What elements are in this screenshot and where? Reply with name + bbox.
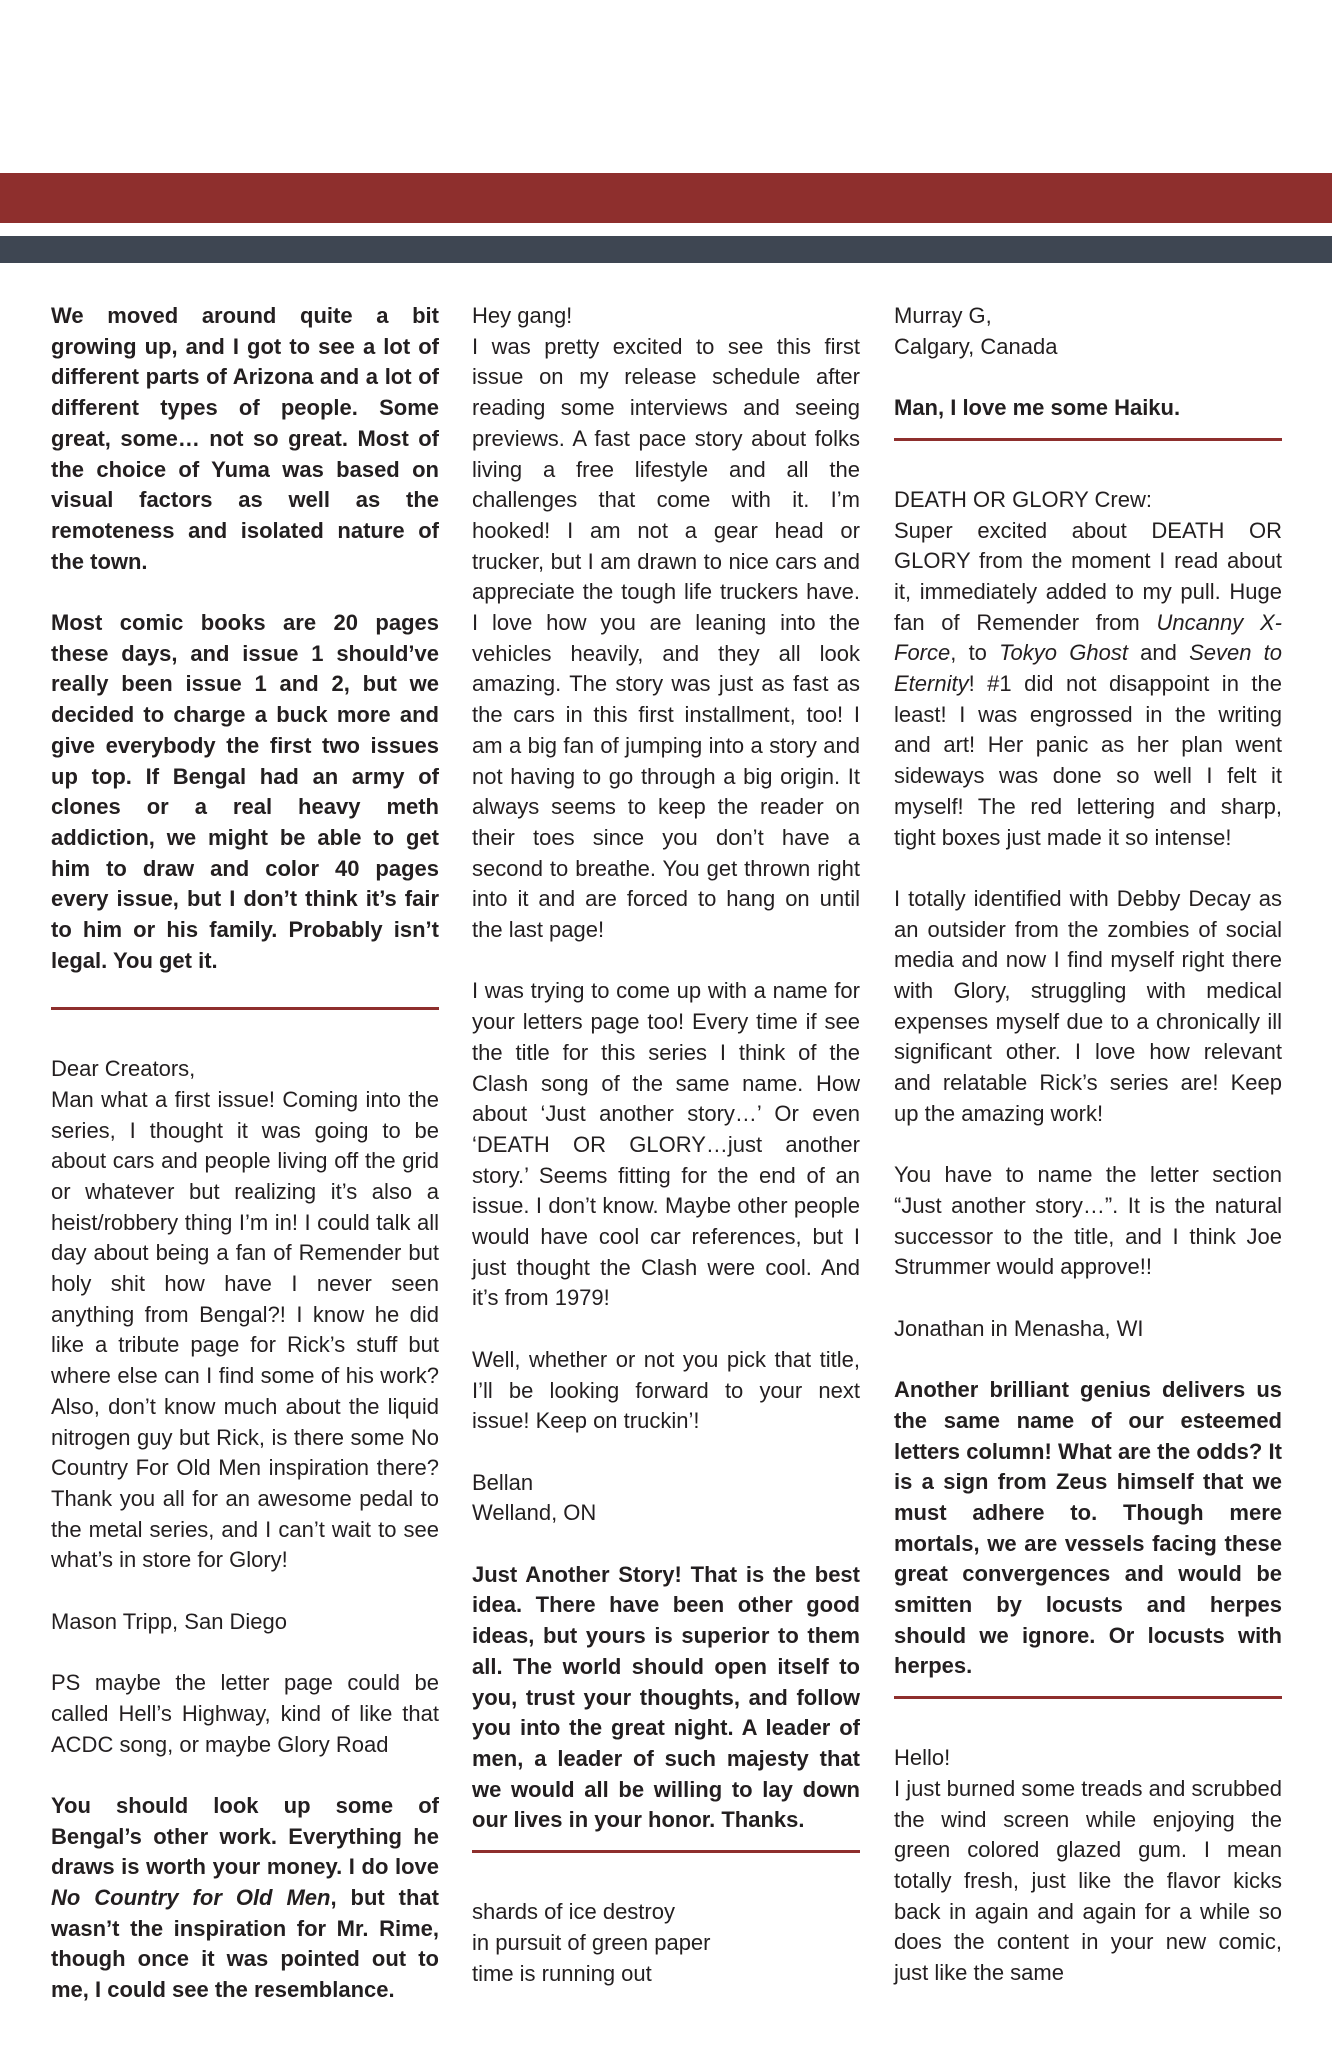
creator-reply: Just Another Story! That is the best idea. There have been other good ideas, but yours is superior to them all. The world should open itself to you, trust your thoughts, and follow you into the great night. A leader of men, a leader of such majesty that we would all be willing to lay down our lives in your honor. Thanks. xyxy=(472,1561,860,1833)
haiku-line: time is running out xyxy=(472,1960,652,1986)
letter-divider xyxy=(894,1696,1282,1699)
letter-body: Well, whether or not you pick that title, I’ll be looking forward to your next issue! Keep on truckin’! xyxy=(472,1346,860,1434)
letter-postscript: PS maybe the letter page could be called Hell’s Highway, kind of like that ACDC song, or maybe Glory Road xyxy=(51,1670,439,1757)
letter-signature-place: Calgary, Canada xyxy=(894,333,1058,359)
column-left xyxy=(51,301,439,2006)
letter-greeting: DEATH OR GLORY Crew: xyxy=(894,486,1152,512)
letter-divider xyxy=(472,1850,860,1853)
letter-greeting: Hey gang! xyxy=(472,303,573,328)
creator-reply: You should look up some of Bengal’s other work. Everything he draws is worth your money. I do love No Country for Old Men, but that wasn’t the inspiration for Mr. Rime, though once it was pointed out to me, I could see the resemblance. xyxy=(51,1792,439,2003)
letter-signature-name: Bellan xyxy=(472,1469,534,1495)
creator-reply: Man, I love me some Haiku. xyxy=(894,395,1181,421)
creator-reply: Most comic books are 20 pages these days, and issue 1 should’ve really been issue 1 and 2, but we decided to charge a buck more and give everybody the first two issues up top. If Bengal had an army of clones or a real heavy meth addiction, we might be able to get him to draw and color 40 pages every issue, but I don’t think it’s fair to him or his family. Probably isn’t legal. You get it. xyxy=(51,610,439,973)
letter-body: I totally identified with Debby Decay as an outsider from the zombies of social media and now I find myself right there with Glory, struggling with medical expenses myself due to a chronically ill significant other. I love how relevant and relatable Rick’s series are! Keep up the amazing work! xyxy=(894,885,1282,1126)
header-gray-band xyxy=(0,236,1332,263)
haiku-line: in pursuit of green paper xyxy=(472,1929,711,1955)
series-title: Seven to Eternity xyxy=(894,640,1282,697)
creator-reply: Another brilliant genius delivers us the same name of our esteemed letters column! What are the odds? It is a sign from Zeus himself that we must adhere to. Though mere mortals, we are vessels facing these great convergences and would be smitten by locusts and herpes should we ignore. Or locusts with herpes. xyxy=(894,1377,1282,1679)
letter-greeting: Hello! xyxy=(894,1745,951,1771)
column-right xyxy=(894,301,1282,1989)
letter-body: Super excited about DEATH OR GLORY from the moment I read about it, immediately added to my pull. Huge fan of Remender from Uncanny X-Force, to Tokyo Ghost and Seven to Eternity! #1 did not disappoint in the least! I was engrossed in the writing and art! Her panic as her plan went sideways was done so well I felt it myself! The red lettering and sharp, tight boxes just made it so intense! xyxy=(894,517,1282,850)
letter-divider xyxy=(51,1007,439,1010)
letter-signature-place: Welland, ON xyxy=(472,1500,597,1526)
letter-greeting: Dear Creators, xyxy=(51,1056,196,1082)
creator-reply: We moved around quite a bit growing up, and I got to see a lot of different parts of Arizona and a lot of different types of people. Some great, some… not so great. Most of the choice of Yuma was based on visual factors as well as the remoteness and isolated nature of the town. xyxy=(51,303,439,574)
film-title: No Country for Old Men xyxy=(51,1885,331,1911)
letter-divider xyxy=(894,438,1282,441)
letter-body: I just burned some treads and scrubbed the wind screen while enjoying the green colored glazed gum. I mean totally fresh, just like the flavor kicks back in again and again for a while so does the content in your new comic, just like the same xyxy=(894,1775,1282,1986)
column-middle xyxy=(472,301,860,1989)
series-title: Tokyo Ghost xyxy=(999,640,1128,666)
header-red-band xyxy=(0,173,1332,223)
letter-body: You have to name the letter section “Just another story…”. It is the natural successor to the title, and I think Joe Strummer would approve!! xyxy=(894,1162,1282,1280)
letter-body: Man what a first issue! Coming into the series, I thought it was going to be about cars and people living off the grid or whatever but realizing it’s also a heist/robbery thing I’m in! I could talk all day about being a fan of Remender but holy shit how have I never seen anything from Bengal?! I know he did like a tribute page for Rick’s stuff but where else can I find some of his work? Also, don’t know much about the liquid nitrogen guy but Rick, is there some No Country For Old Men inspiration there? Thank you all for an awesome pedal to the metal series, and I can’t wait to see what’s in store for Glory! xyxy=(51,1086,439,1573)
letter-body: I was pretty excited to see this first issue on my release schedule after reading some interviews and seeing previews. A fast pace story about folks living a free lifestyle and all the challenges that come with it. I’m hooked! I am not a gear head or trucker, but I am drawn to nice cars and appreciate the tough life truckers have. I love how you are leaning into the vehicles heavily, and they all look amazing. The story was just as fast as the cars in this first installment, too! I am a big fan of jumping into a story and not having to go through a big origin. It always seems to keep the reader on their toes since you don’t have a second to breathe. You get thrown right into it and are forced to hang on until the last page! xyxy=(472,333,860,943)
haiku-line: shards of ice destroy xyxy=(472,1899,675,1925)
letter-signature: Mason Tripp, San Diego xyxy=(51,1608,288,1634)
letter-signature: Jonathan in Menasha, WI xyxy=(894,1315,1144,1341)
series-title: Uncanny X-Force xyxy=(894,609,1282,666)
letter-signature-name: Murray G, xyxy=(894,303,992,328)
letter-body: I was trying to come up with a name for your letters page too! Every time if see the title for this series I think of the Clash song of the same name. How about ‘Just another story…’ Or even ‘DEATH OR GLORY…just another story.’ Seems fitting for the end of an issue. I don’t know. Maybe other people would have cool car references, but I just thought the Clash were cool. And it’s from 1979! xyxy=(472,978,860,1311)
